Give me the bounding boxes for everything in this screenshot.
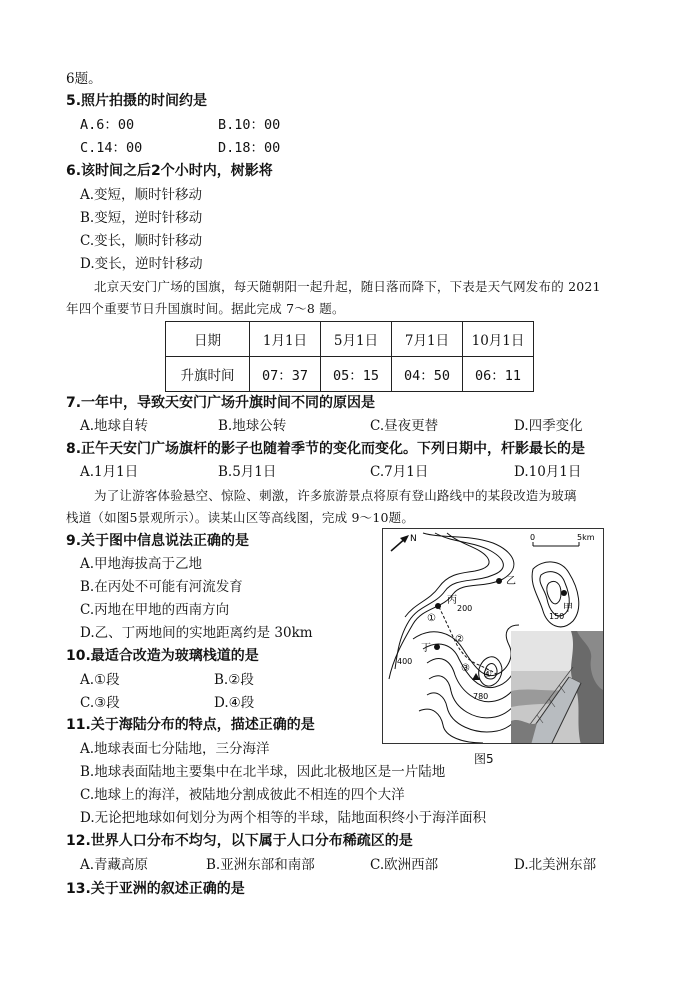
table-header-cell: 7月1日: [392, 322, 463, 357]
q5-option-c[interactable]: C.14：00: [80, 140, 143, 156]
q9-option-d[interactable]: D.乙、丁两地间的实地距离约是 30km: [80, 625, 313, 641]
north-arrow-icon: [391, 535, 409, 551]
contour-label-150: 150: [549, 612, 565, 621]
scale-end-label: 5km: [577, 533, 595, 542]
q7-option-a[interactable]: A.地球自转: [80, 418, 149, 434]
label-ding: 丁: [421, 643, 431, 654]
q6-option-c[interactable]: C.变长，顺时针移动: [80, 233, 203, 249]
segment-label-3: ③: [461, 663, 470, 674]
question-5-stem: 5.照片拍摄的时间约是: [66, 93, 208, 109]
table-row: [166, 357, 534, 392]
point-jia: [561, 590, 567, 596]
figure-caption: 图5: [474, 752, 494, 766]
point-ding: [434, 644, 440, 650]
north-label: N: [410, 534, 417, 544]
question-7-stem: 7.一年中，导致天安门广场升旗时间不同的原因是: [66, 395, 376, 411]
table-cell: 04：50: [392, 357, 463, 392]
q7-option-b[interactable]: B.地球公转: [218, 418, 287, 434]
q6-option-a[interactable]: A.变短，顺时针移动: [80, 187, 203, 203]
question-11-stem: 11.关于海陆分布的特点，描述正确的是: [66, 717, 315, 733]
q10-option-a[interactable]: A.①段: [80, 672, 120, 688]
table-header-cell: 1月1日: [250, 322, 321, 357]
scale-bar: [533, 542, 579, 546]
q11-option-c[interactable]: C.地球上的海洋，被陆地分割成彼此不相连的四个大洋: [80, 787, 405, 803]
q7-option-d[interactable]: D.四季变化: [514, 418, 583, 434]
q12-option-a[interactable]: A.青藏高原: [80, 857, 149, 873]
label-yi: 乙: [506, 576, 516, 587]
question-10-stem: 10.最适合改造为玻璃栈道的是: [66, 648, 259, 664]
table-cell: 07：37: [250, 357, 321, 392]
q12-option-d[interactable]: D.北美洲东部: [514, 857, 597, 873]
table-cell: 06：11: [463, 357, 534, 392]
q5-option-b[interactable]: B.10：00: [218, 117, 281, 133]
q8-option-c[interactable]: C.7月1日: [370, 464, 429, 480]
q12-option-b[interactable]: B.亚洲东部和南部: [206, 857, 315, 873]
q9-option-b[interactable]: B.在丙处不可能有河流发育: [80, 579, 243, 595]
label-bing: 丙: [447, 595, 457, 606]
table-header-row: [166, 322, 534, 357]
lead-text: 6题。: [66, 71, 102, 87]
q8-option-d[interactable]: D.10月1日: [514, 464, 582, 480]
q10-option-b[interactable]: B.②段: [214, 672, 254, 688]
contour-label-200: 200: [457, 604, 473, 613]
q9-option-a[interactable]: A.甲地海拔高于乙地: [80, 556, 203, 572]
intro-9-10-line2: 栈道（如图5景观所示）。读某山区等高线图，完成 9～10题。: [66, 510, 415, 525]
table-cell: 升旗时间: [166, 357, 250, 392]
question-12-stem: 12.世界人口分布不均匀，以下属于人口分布稀疏区的是: [66, 833, 413, 849]
table-header-cell: 10月1日: [463, 322, 534, 357]
table-cell: 05：15: [321, 357, 392, 392]
point-yi: [496, 578, 502, 584]
label-jia: 甲: [563, 603, 573, 614]
q8-option-b[interactable]: B.5月1日: [218, 464, 277, 480]
intro-7-8-line1: 北京天安门广场的国旗，每天随朝阳一起升起，随日落而降下，下表是天气网发布的 2021: [94, 279, 601, 294]
q11-option-d[interactable]: D.无论把地球如何划分为两个相等的半球，陆地面积终小于海洋面积: [80, 810, 487, 826]
intro-9-10-line1: 为了让游客体验悬空、惊险、刺激，许多旅游景点将原有登山路线中的某段改造为玻璃: [94, 488, 577, 503]
q6-option-b[interactable]: B.变短，逆时针移动: [80, 210, 203, 226]
table-header-cell: 日期: [166, 322, 250, 357]
flag-raising-table: [165, 321, 534, 392]
table-header-cell: 5月1日: [321, 322, 392, 357]
q5-option-a[interactable]: A.6：00: [80, 117, 135, 133]
segment-label-4: ④: [483, 669, 492, 680]
scale-zero-label: 0: [530, 533, 536, 542]
q7-option-c[interactable]: C.昼夜更替: [370, 418, 439, 434]
q12-option-c[interactable]: C.欧洲西部: [370, 857, 439, 873]
segment-label-1: ①: [427, 613, 436, 624]
intro-7-8-line2: 年四个重要节日升国旗时间。据此完成 7～8 题。: [66, 301, 345, 316]
question-8-stem: 8.正午天安门广场旗杆的影子也随着季节的变化而变化。下列日期中，杆影最长的是: [66, 441, 586, 457]
q10-option-c[interactable]: C.③段: [80, 695, 120, 711]
question-9-stem: 9.关于图中信息说法正确的是: [66, 533, 250, 549]
contour-label-400: 400: [397, 657, 413, 666]
q8-option-a[interactable]: A.1月1日: [80, 464, 139, 480]
point-bing: [435, 603, 441, 609]
segment-label-2: ②: [455, 634, 464, 645]
q6-option-d[interactable]: D.变长，逆时针移动: [80, 256, 203, 272]
q9-option-c[interactable]: C.丙地在甲地的西南方向: [80, 602, 230, 618]
q11-option-a[interactable]: A.地球表面七分陆地，三分海洋: [80, 741, 270, 757]
question-13-stem: 13.关于亚洲的叙述正确的是: [66, 881, 245, 897]
q11-option-b[interactable]: B.地球表面陆地主要集中在北半球，因此北极地区是一片陆地: [80, 764, 446, 780]
q10-option-d[interactable]: D.④段: [214, 695, 255, 711]
contour-label-780: 780: [473, 692, 489, 701]
glass-walkway-photo: [511, 631, 604, 744]
contour-map-figure: [382, 528, 604, 744]
question-6-stem: 6.该时间之后2个小时内，树影将: [66, 163, 273, 179]
q5-option-d[interactable]: D.18：00: [218, 140, 281, 156]
